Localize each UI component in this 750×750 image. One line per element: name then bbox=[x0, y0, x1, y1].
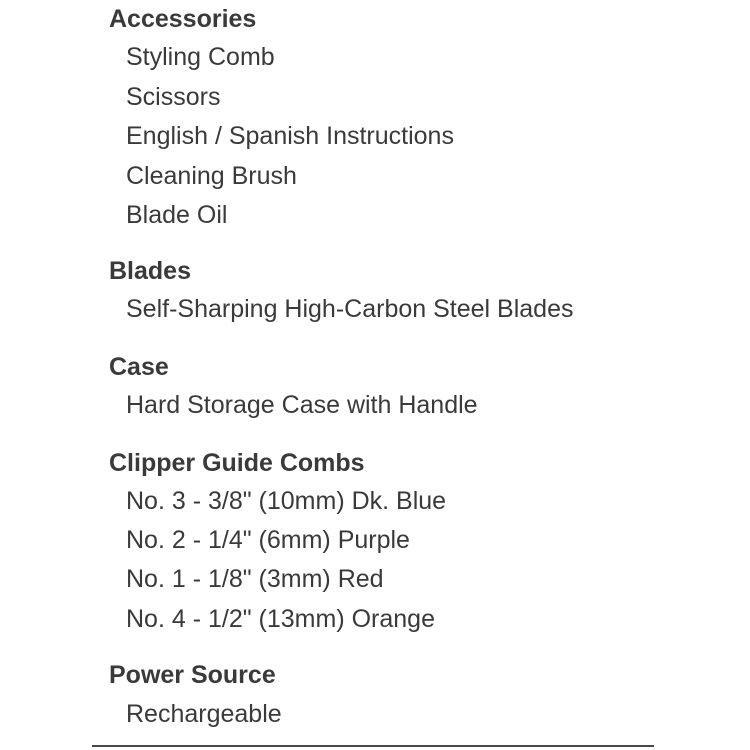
spec-item: Styling Comb bbox=[126, 43, 275, 71]
spec-item: No. 1 - 1/8" (3mm) Red bbox=[126, 565, 384, 593]
spec-item: Scissors bbox=[126, 83, 221, 111]
spec-item: English / Spanish Instructions bbox=[126, 122, 454, 150]
spec-item: No. 3 - 3/8" (10mm) Dk. Blue bbox=[126, 487, 447, 515]
section-heading-clipper-guide-combs: Clipper Guide Combs bbox=[109, 449, 365, 477]
spec-item: Hard Storage Case with Handle bbox=[126, 391, 478, 419]
spec-item: No. 2 - 1/4" (6mm) Purple bbox=[126, 526, 410, 554]
spec-item: Cleaning Brush bbox=[126, 162, 297, 190]
spec-item: Self-Sharping High-Carbon Steel Blades bbox=[126, 295, 574, 323]
section-heading-accessories: Accessories bbox=[109, 5, 257, 33]
spec-item: No. 4 - 1/2" (13mm) Orange bbox=[126, 605, 435, 633]
section-heading-blades: Blades bbox=[109, 257, 191, 285]
spec-item: Rechargeable bbox=[126, 700, 282, 728]
section-heading-power-source: Power Source bbox=[109, 661, 276, 689]
divider bbox=[92, 745, 654, 747]
spec-item: Blade Oil bbox=[126, 201, 228, 229]
section-heading-case: Case bbox=[109, 353, 169, 381]
